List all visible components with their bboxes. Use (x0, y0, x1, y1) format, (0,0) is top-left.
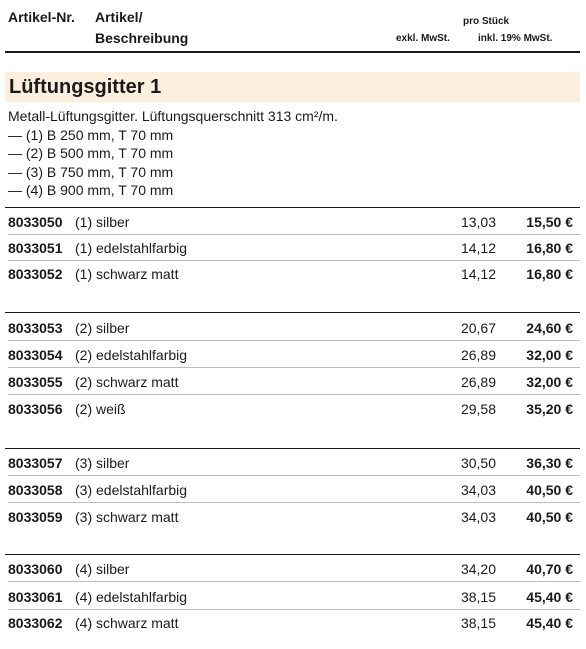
article-number: 8033057 (8, 455, 63, 471)
table-row (8, 212, 578, 232)
article-number: 8033059 (8, 509, 63, 525)
product-description (8, 107, 338, 200)
price-gross: 16,80 € (526, 240, 573, 256)
row-divider (8, 367, 580, 368)
article-number: 8033055 (8, 374, 63, 390)
article-name: (2) schwarz matt (75, 374, 179, 390)
price-net: 38,15 (460, 615, 496, 631)
article-name: (3) edelstahlfarbig (75, 482, 188, 498)
article-name: (4) edelstahlfarbig (75, 589, 188, 605)
price-gross: 32,00 € (526, 347, 573, 363)
price-net: 14,12 (460, 240, 496, 256)
price-gross: 40,50 € (526, 509, 573, 525)
article-name: (2) weiß (75, 401, 126, 417)
description-line: — (2) B 500 mm, T 70 mm (8, 145, 174, 161)
article-number: 8033062 (8, 615, 63, 631)
row-divider (8, 394, 580, 395)
table-row (8, 345, 578, 365)
price-gross: 24,60 € (526, 320, 573, 336)
group-divider (5, 448, 580, 449)
header-divider (5, 51, 580, 53)
price-net: 26,89 (460, 347, 496, 363)
price-gross: 40,70 € (526, 561, 573, 577)
table-header (0, 0, 586, 54)
price-gross: 45,40 € (526, 589, 573, 605)
row-divider (8, 340, 580, 341)
article-name: (3) schwarz matt (75, 509, 179, 525)
table-row (8, 507, 578, 527)
article-number: 8033050 (8, 214, 63, 230)
price-net: 34,03 (460, 482, 496, 498)
price-gross: 16,80 € (526, 266, 573, 282)
product-title-band (5, 72, 580, 102)
article-name: (1) edelstahlfarbig (75, 240, 188, 256)
row-divider (8, 260, 580, 261)
row-divider (8, 234, 580, 235)
article-name: (3) silber (75, 455, 130, 471)
price-gross: 32,00 € (526, 374, 573, 390)
article-name: (4) silber (75, 561, 130, 577)
price-net: 30,50 (460, 455, 496, 471)
table-row (8, 399, 578, 419)
excl-vat-label: exkl. MwSt. (396, 33, 450, 44)
price-gross: 35,20 € (526, 401, 573, 417)
article-number: 8033058 (8, 482, 63, 498)
group-divider (5, 554, 580, 555)
group-divider (5, 312, 580, 313)
description-line: Metall-Lüftungsgitter. Lüftungsquerschnitt 313 cm²/m. (8, 108, 338, 124)
row-divider (8, 609, 580, 610)
price-gross: 15,50 € (526, 214, 573, 230)
price-gross: 40,50 € (526, 482, 573, 498)
product-title: Lüftungsgitter 1 (9, 76, 162, 98)
table-row (8, 238, 578, 258)
description-line: — (4) B 900 mm, T 70 mm (8, 182, 174, 198)
table-row (8, 559, 578, 579)
row-divider (8, 502, 580, 503)
description-line: — (1) B 250 mm, T 70 mm (8, 126, 174, 143)
row-divider (8, 475, 580, 476)
price-net: 34,03 (460, 509, 496, 525)
article-name: (1) schwarz matt (75, 266, 179, 282)
table-row (8, 372, 578, 392)
article-name: (4) schwarz matt (75, 615, 179, 631)
price-net: 20,67 (460, 320, 496, 336)
table-row (8, 480, 578, 500)
price-gross: 45,40 € (526, 615, 573, 631)
incl-vat-label: inkl. 19% MwSt. (478, 33, 553, 44)
article-number: 8033052 (8, 266, 63, 282)
description-line: — (3) B 750 mm, T 70 mm (8, 163, 174, 180)
article-name: (2) edelstahlfarbig (75, 347, 188, 363)
article-number: 8033053 (8, 320, 63, 336)
article-name: (2) silber (75, 320, 130, 336)
article-number: 8033056 (8, 401, 63, 417)
group-divider (5, 207, 580, 208)
article-name: (1) silber (75, 214, 130, 230)
price-net: 13,03 (460, 214, 496, 230)
row-divider (8, 581, 580, 582)
col-article-line1: Artikel/ (95, 9, 143, 25)
price-net: 29,58 (460, 401, 496, 417)
col-article-line2: Beschreibung (95, 30, 189, 46)
table-row (8, 264, 578, 284)
price-net: 38,15 (460, 589, 496, 605)
article-number: 8033061 (8, 589, 63, 605)
price-gross: 36,30 € (526, 455, 573, 471)
price-net: 26,89 (460, 374, 496, 390)
price-net: 34,20 (460, 561, 496, 577)
per-piece-label: pro Stück (463, 16, 510, 27)
article-number: 8033060 (8, 561, 63, 577)
article-number: 8033054 (8, 347, 63, 363)
table-row (8, 453, 578, 473)
table-row (8, 587, 578, 607)
table-row (8, 318, 578, 338)
price-net: 14,12 (460, 266, 496, 282)
article-number: 8033051 (8, 240, 63, 256)
table-row (8, 613, 578, 633)
col-article-no: Artikel-Nr. (8, 9, 75, 25)
